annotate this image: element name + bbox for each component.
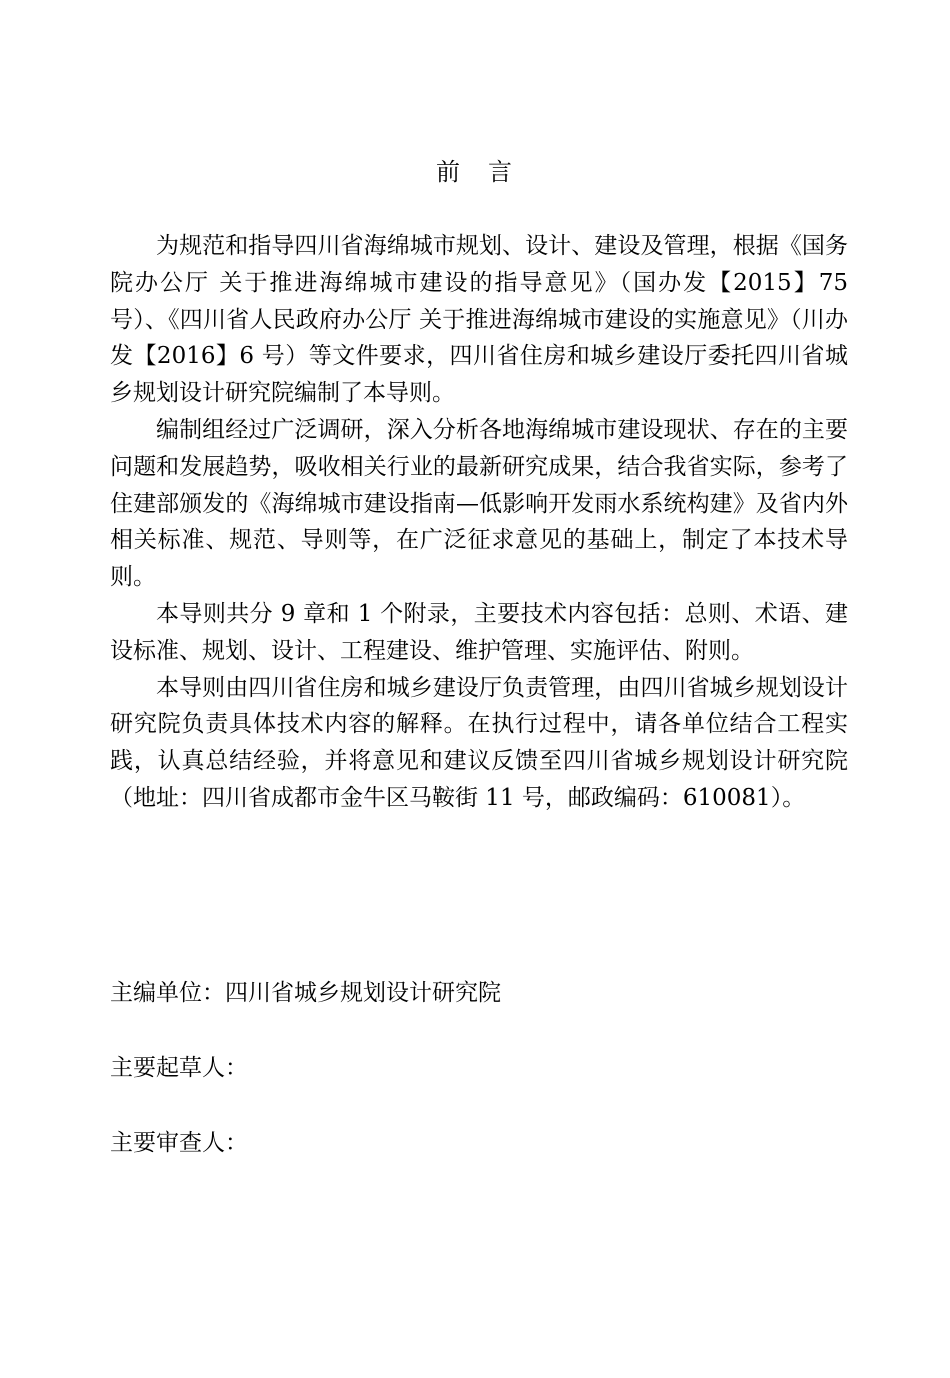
- paragraph-research: 编制组经过广泛调研，深入分析各地海绵城市建设现状、存在的主要问题和发展趋势，吸收相关行业的最新研究成果，结合我省实际，参考了住建部颁发的《海绵城市建设指南—低影响开发雨水系统构建》及省内外相关标准、规范、导则等，在广泛征求意见的基础上，制定了本技术导则。: [110, 416, 848, 591]
- chief-editor-unit: 主编单位：四川省城乡规划设计研究院: [110, 980, 501, 1006]
- preface-body: [110, 228, 848, 817]
- main-drafters: 主要起草人：: [110, 1055, 248, 1081]
- paragraph-basis: 为规范和指导四川省海绵城市规划、设计、建设及管理，根据《国务院办公厅 关于推进海绵城市建设的指导意见》（国办发【2015】75 号）、《四川省人民政府办公厅 关于推进海绵城市建设的实施意见》（川办发【2016】6 号）等文件要求，四川省住房和城乡建设厅委托四川省城乡规划设计研究院编制了本导则。: [110, 233, 848, 407]
- paragraph-management: 本导则由四川省住房和城乡建设厅负责管理，由四川省城乡规划设计研究院负责具体技术内容的解释。在执行过程中，请各单位结合工程实践，认真总结经验，并将意见和建议反馈至四川省城乡规划设计研究院（地址：四川省成都市金牛区马鞍街 11 号，邮政编码：610081）。: [110, 674, 848, 811]
- main-reviewers: 主要审查人：: [110, 1130, 248, 1156]
- paragraph-contents: 本导则共分 9 章和 1 个附录，主要技术内容包括：总则、术语、建设标准、规划、设计、工程建设、维护管理、实施评估、附则。: [110, 600, 848, 664]
- page-title: 前 言: [436, 158, 514, 186]
